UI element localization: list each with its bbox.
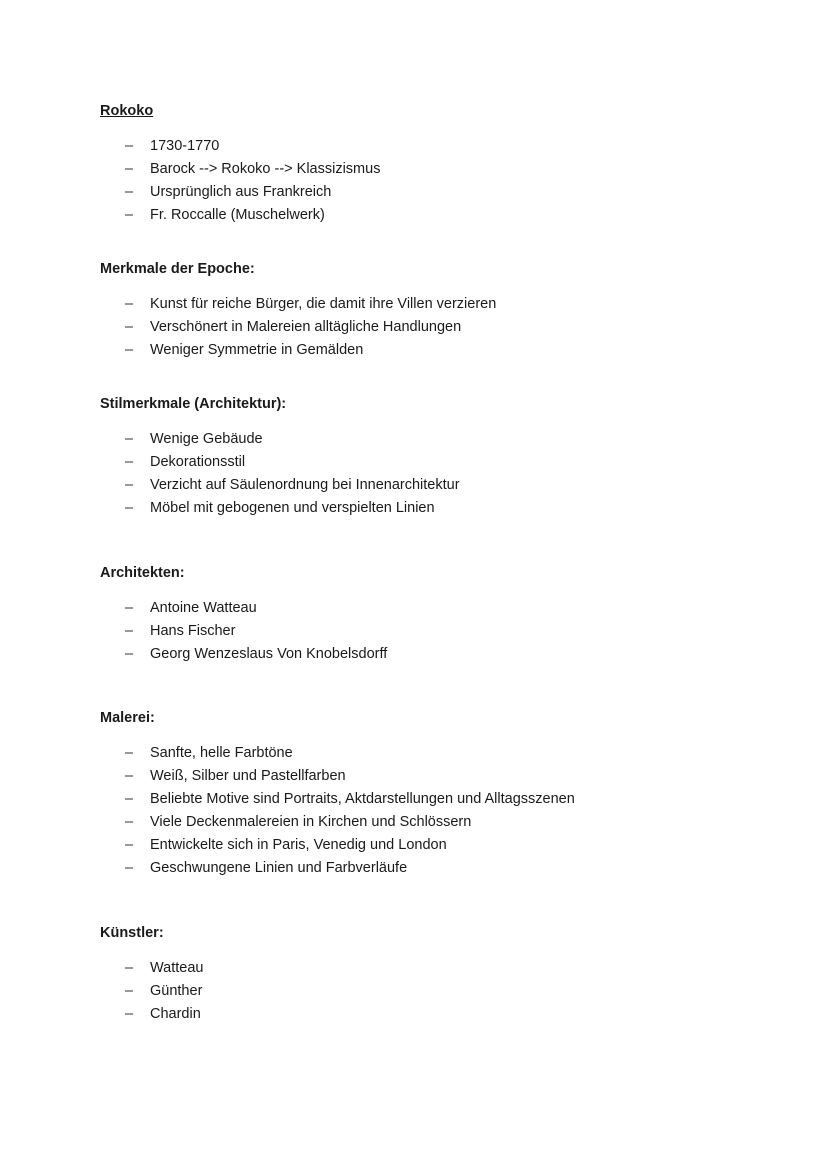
list-item (100, 742, 740, 765)
dash-bullet: – (125, 623, 134, 639)
dash-bullet: – (125, 138, 134, 154)
list-item (100, 857, 740, 880)
dash-bullet: – (125, 342, 134, 358)
section-stilmerkmale-architektur (100, 394, 740, 520)
dash-bullet: – (125, 207, 134, 223)
dash-bullet: – (125, 791, 134, 807)
list-item (100, 293, 740, 316)
bullet-list (100, 597, 740, 666)
section-heading: Architekten: (100, 565, 185, 581)
list-item (100, 497, 740, 520)
section-heading: Merkmale der Epoche: (100, 261, 255, 277)
list-item (100, 204, 740, 227)
list-item (100, 643, 740, 666)
dash-bullet: – (125, 768, 134, 784)
list-item (100, 765, 740, 788)
list-item-text: Möbel mit gebogenen und verspielten Linien (150, 500, 435, 516)
section-kuenstler (100, 923, 740, 1026)
list-item (100, 181, 740, 204)
list-item-text: Barock --> Rokoko --> Klassizismus (150, 161, 381, 177)
dash-bullet: – (125, 477, 134, 493)
list-item (100, 474, 740, 497)
list-item (100, 620, 740, 643)
dash-bullet: – (125, 319, 134, 335)
bullet-list (100, 957, 740, 1026)
section-heading: Künstler: (100, 925, 164, 941)
list-item-text: Ursprünglich aus Frankreich (150, 184, 332, 200)
list-item (100, 316, 740, 339)
section-heading: Malerei: (100, 710, 155, 726)
list-item-text: Hans Fischer (150, 623, 236, 639)
bullet-list (100, 742, 740, 880)
dash-bullet: – (125, 860, 134, 876)
dash-bullet: – (125, 960, 134, 976)
bullet-list (100, 293, 740, 362)
list-item-text: Georg Wenzeslaus Von Knobelsdorff (150, 646, 388, 662)
list-item-text: Beliebte Motive sind Portraits, Aktdarstellungen und Alltagsszenen (150, 791, 575, 807)
list-item (100, 957, 740, 980)
list-item-text: Fr. Roccalle (Muschelwerk) (150, 207, 325, 223)
dash-bullet: – (125, 454, 134, 470)
list-item (100, 135, 740, 158)
list-item-text: Kunst für reiche Bürger, die damit ihre Villen verzieren (150, 296, 497, 312)
dash-bullet: – (125, 983, 134, 999)
list-item (100, 451, 740, 474)
bullet-list (100, 135, 740, 227)
list-item (100, 980, 740, 1003)
dash-bullet: – (125, 600, 134, 616)
section-rokoko (100, 101, 740, 227)
list-item-text: Weniger Symmetrie in Gemälden (150, 342, 364, 358)
dash-bullet: – (125, 296, 134, 312)
dash-bullet: – (125, 814, 134, 830)
section-heading: Stilmerkmale (Architektur): (100, 396, 287, 412)
list-item-text: 1730-1770 (150, 138, 220, 154)
dash-bullet: – (125, 837, 134, 853)
list-item-text: Wenige Gebäude (150, 431, 263, 447)
dash-bullet: – (125, 500, 134, 516)
list-item-text: Verzicht auf Säulenordnung bei Innenarchitektur (150, 477, 460, 493)
list-item (100, 597, 740, 620)
list-item-text: Geschwungene Linien und Farbverläufe (150, 860, 408, 876)
dash-bullet: – (125, 1006, 134, 1022)
dash-bullet: – (125, 161, 134, 177)
dash-bullet: – (125, 745, 134, 761)
list-item-text: Günther (150, 983, 203, 999)
section-heading: Rokoko (100, 103, 154, 119)
dash-bullet: – (125, 431, 134, 447)
list-item (100, 1003, 740, 1026)
section-malerei (100, 708, 740, 880)
list-item (100, 811, 740, 834)
section-architekten (100, 563, 740, 666)
dash-bullet: – (125, 184, 134, 200)
dash-bullet: – (125, 646, 134, 662)
list-item-text: Verschönert in Malereien alltägliche Handlungen (150, 319, 462, 335)
list-item-text: Chardin (150, 1006, 201, 1022)
section-merkmale-der-epoche (100, 259, 740, 362)
list-item-text: Watteau (150, 960, 204, 976)
bullet-list (100, 428, 740, 520)
list-item-text: Weiß, Silber und Pastellfarben (150, 768, 346, 784)
list-item (100, 788, 740, 811)
list-item-text: Entwickelte sich in Paris, Venedig und London (150, 837, 447, 853)
list-item (100, 339, 740, 362)
list-item (100, 834, 740, 857)
list-item-text: Sanfte, helle Farbtöne (150, 745, 293, 761)
list-item-text: Antoine Watteau (150, 600, 257, 616)
list-item-text: Dekorationsstil (150, 454, 246, 470)
list-item (100, 158, 740, 181)
list-item (100, 428, 740, 451)
list-item-text: Viele Deckenmalereien in Kirchen und Schlössern (150, 814, 472, 830)
